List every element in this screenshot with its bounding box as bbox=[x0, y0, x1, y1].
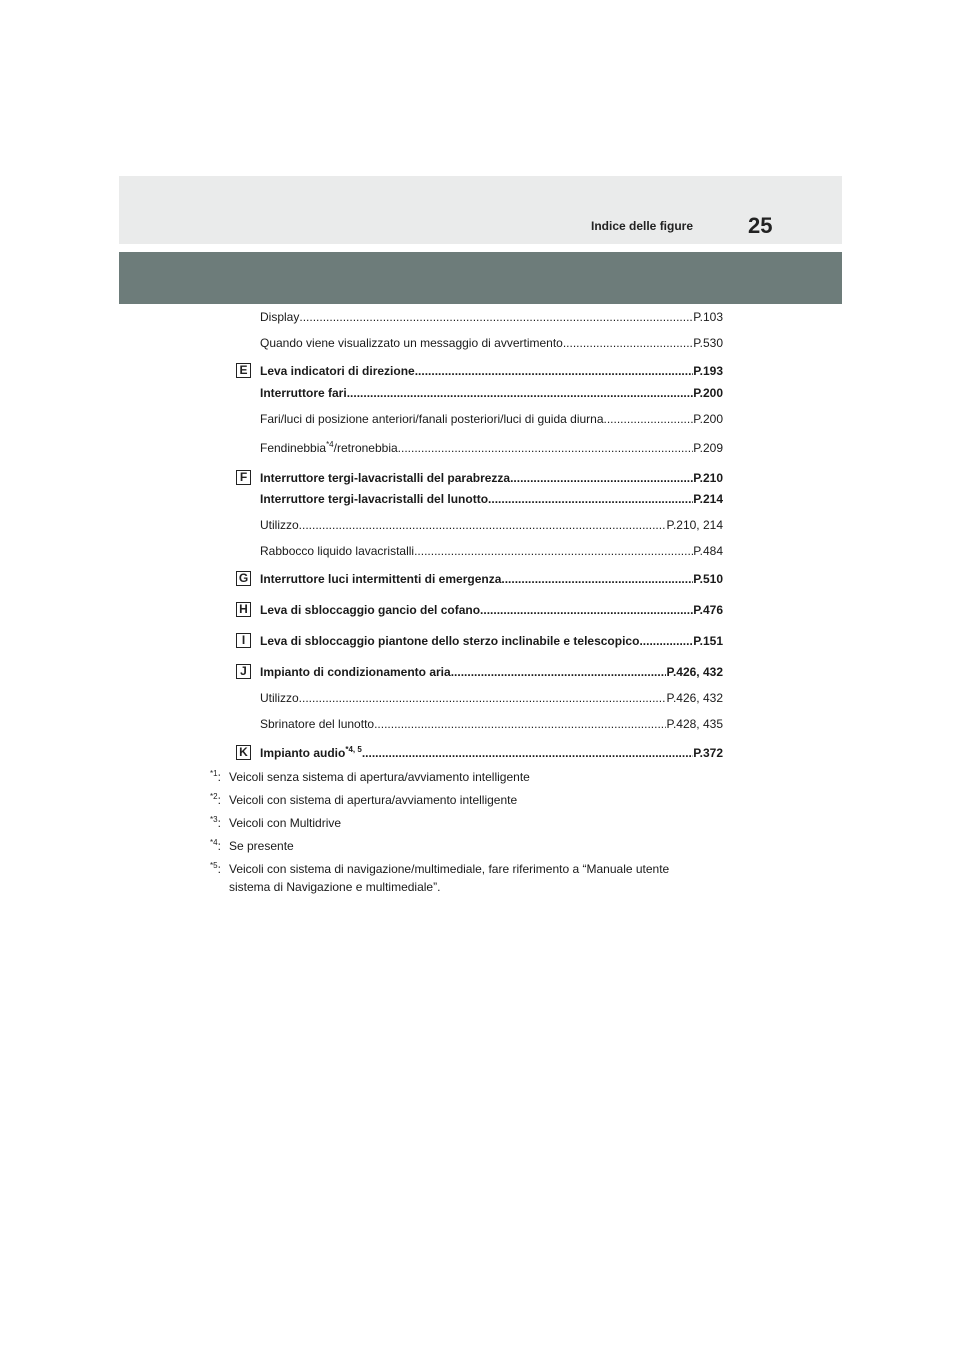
index-entry bbox=[260, 492, 723, 506]
entry-label: Impianto di condizionamento aria bbox=[260, 665, 451, 679]
marker-f: F bbox=[236, 470, 251, 485]
footnote-text-continued: sistema di Navigazione e multimediale”. bbox=[229, 880, 441, 894]
page-ref: P.484 bbox=[693, 544, 723, 558]
entry-label: Fendinebbia$^{*4}$/retronebbia bbox=[260, 440, 398, 455]
entry-label: Leva di sbloccaggio piantone dello sterzo inclinabile e telescopico bbox=[260, 634, 640, 648]
page-ref: P.209 bbox=[693, 441, 723, 455]
footnote-text: Veicoli con Multidrive bbox=[229, 816, 342, 830]
footnote-mark: *2 bbox=[210, 792, 218, 801]
entry-label: Utilizzo bbox=[260, 518, 299, 532]
index-entry bbox=[260, 746, 723, 760]
footnote-mark: *1 bbox=[210, 769, 218, 778]
page-ref: P.476 bbox=[693, 603, 723, 617]
footnote: $^{*1}$: Veicoli senza sistema di apertura/avviamento intelligente bbox=[210, 768, 730, 786]
entry-label: Fari/luci di posizione anteriori/fanali posteriori/luci di guida diurna bbox=[260, 412, 604, 426]
page-ref: P.200 bbox=[693, 412, 723, 426]
page-ref: P.193 bbox=[693, 364, 723, 378]
marker-e: E bbox=[236, 363, 251, 378]
index-entry bbox=[260, 386, 723, 400]
page-number: 25 bbox=[748, 213, 773, 238]
footnote: $^{*3}$: Veicoli con Multidrive bbox=[210, 814, 730, 832]
marker-i: I bbox=[236, 633, 251, 648]
entry-label: Sbrinatore del lunotto bbox=[260, 717, 375, 731]
page-ref: P.530 bbox=[693, 336, 723, 350]
marker-j: J bbox=[236, 664, 251, 679]
entry-label: Leva di sbloccaggio gancio del cofano bbox=[260, 603, 481, 617]
index-entry bbox=[260, 634, 723, 648]
page-ref: P.151 bbox=[693, 634, 723, 648]
index-entry bbox=[260, 603, 723, 617]
index-entry bbox=[260, 717, 723, 731]
entry-label: Quando viene visualizzato un messaggio di avvertimento bbox=[260, 336, 563, 350]
entry-label: Interruttore tergi-lavacristalli del parabrezza bbox=[260, 471, 511, 485]
marker-h: H bbox=[236, 602, 251, 617]
header-band bbox=[119, 176, 842, 244]
index-entry bbox=[260, 310, 723, 324]
entry-label: Interruttore fari bbox=[260, 386, 347, 400]
footnote-mark: *3 bbox=[210, 815, 218, 824]
entry-label: Interruttore tergi-lavacristalli del lunotto bbox=[260, 492, 489, 506]
index-entry bbox=[260, 364, 723, 378]
footnote-text: Veicoli con sistema di navigazione/multimediale, fare riferimento a “Manuale utente bbox=[229, 862, 670, 876]
entry-label: Impianto audio$^{*4, 5}$ bbox=[260, 745, 362, 760]
page-ref: P.214 bbox=[693, 492, 723, 506]
footnote: $^{*2}$: Veicoli con sistema di apertura/avviamento intelligente bbox=[210, 791, 730, 809]
marker-g: G bbox=[236, 571, 251, 586]
index-entry bbox=[260, 572, 723, 586]
entry-label: Display bbox=[260, 310, 300, 324]
page-ref: P.426, 432 bbox=[666, 665, 723, 679]
page-ref: P.510 bbox=[693, 572, 723, 586]
index-entry bbox=[260, 665, 723, 679]
index-entry bbox=[260, 691, 723, 705]
footnote-mark: *4 bbox=[210, 838, 218, 847]
index-entry bbox=[260, 336, 723, 350]
page-ref: P.210 bbox=[693, 471, 723, 485]
footnote-ref: *4 bbox=[326, 440, 334, 449]
page-ref: P.372 bbox=[693, 746, 723, 760]
page-ref: P.210, 214 bbox=[666, 518, 723, 532]
page-ref: P.103 bbox=[693, 310, 723, 324]
entry-label: Interruttore luci intermittenti di emergenza bbox=[260, 572, 502, 586]
footnote: $^{*5}$: Veicoli con sistema di navigazione/multimediale, fare riferimento a “Manuale utente sistema di Navigazione e multimediale”. bbox=[210, 860, 730, 896]
index-entry bbox=[260, 518, 723, 532]
footnote-ref: *4, 5 bbox=[345, 745, 362, 754]
footnote: $^{*4}$: Se presente bbox=[210, 837, 730, 855]
entry-label: Leva indicatori di direzione bbox=[260, 364, 415, 378]
index-entry bbox=[260, 544, 723, 558]
index-entry bbox=[260, 471, 723, 485]
entry-label: Rabbocco liquido lavacristalli bbox=[260, 544, 415, 558]
footnote-text: Veicoli senza sistema di apertura/avviamento intelligente bbox=[229, 770, 530, 784]
section-title: Indice delle figure bbox=[591, 219, 694, 233]
marker-k: K bbox=[236, 745, 251, 760]
footnote-mark: *5 bbox=[210, 861, 218, 870]
page-ref: P.428, 435 bbox=[666, 717, 723, 731]
entry-label: Utilizzo bbox=[260, 691, 299, 705]
page-ref: P.426, 432 bbox=[666, 691, 723, 705]
footnote-text: Veicoli con sistema di apertura/avviamento intelligente bbox=[229, 793, 518, 807]
page-ref: P.200 bbox=[693, 386, 723, 400]
index-entry bbox=[260, 412, 723, 426]
header-dark-band bbox=[119, 252, 842, 304]
footnote-text: Se presente bbox=[229, 839, 294, 853]
index-entry bbox=[260, 441, 723, 455]
